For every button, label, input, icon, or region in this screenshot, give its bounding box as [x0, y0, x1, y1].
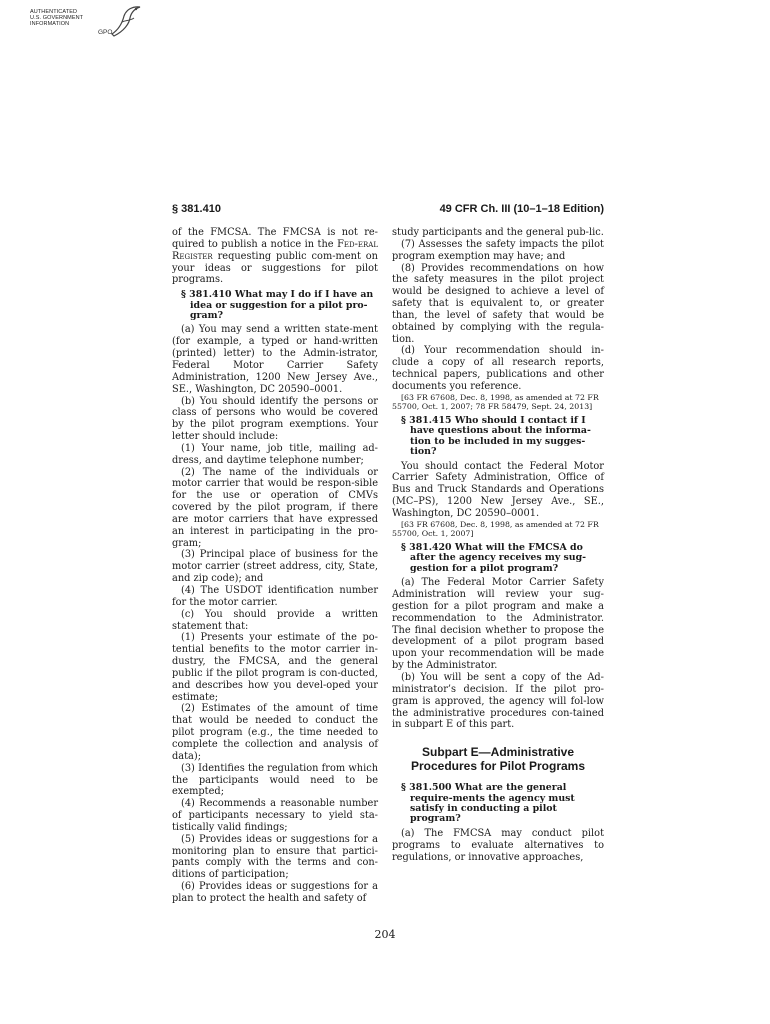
edition-header: 49 CFR Ch. III (10–1–18 Edition): [439, 203, 604, 215]
subpart-heading-line: Subpart E—Administrative: [421, 745, 575, 760]
subpart-heading: [392, 745, 604, 773]
paragraph: (b) You should identify the persons or class of persons who would be covered by the pilot program exemptions. Your letter should include:: [172, 395, 378, 443]
paragraph: (5) Provides ideas or suggestions for a monitoring plan to ensure that partici-pants comply with the terms and con-ditions of participation;: [172, 833, 378, 881]
paragraph: (2) Estimates of the amount of time that would be needed to conduct the pilot program (e.g., the time needed to complete the collection and analysis of data);: [172, 703, 378, 762]
paragraph: study participants and the general pub-lic.: [392, 227, 604, 238]
section-heading-381-410: § 381.410 What may I do if I have an idea or suggestion for a pilot pro-gram?: [181, 289, 374, 322]
paragraph: (4) The USDOT identification number for the motor carrier.: [172, 585, 378, 608]
gpo-stamp-line: U.S. GOVERNMENT: [30, 15, 84, 22]
gpo-stamp-text: [30, 9, 83, 28]
citation: [63 FR 67608, Dec. 8, 1998, as amended at 72 FR 55700, Oct. 1, 2007; 78 FR 58479, Sept. 24, 2013]: [392, 392, 599, 412]
paragraph: [172, 227, 378, 286]
paragraph: (1) Presents your estimate of the po-tential benefits to the motor carrier in-dustry, the FMCSA, and the general public if the pilot program is con-ducted, and describes how you devel-oped your estimate;: [172, 632, 378, 703]
gpo-stamp-line: AUTHENTICATED: [30, 9, 78, 15]
paragraph: (d) Your recommendation should in-clude a copy of all research reports, technical papers, publications and other documents you reference.: [392, 345, 604, 392]
section-heading-381-415: § 381.415 Who should I contact if I have questions about the informa-tion to be included in my sugges-tion?: [401, 415, 591, 458]
section-heading-381-500: § 381.500 What are the general require-ments the agency must satisfy in conducting a pilot program?: [401, 782, 575, 825]
paragraph: You should contact the Federal Motor Carrier Safety Administration, Office of Bus and Truck Standards and Operations (MC–PS), 1200 New Jersey Ave., SE., Washington, DC 20590–0001.: [392, 460, 604, 519]
text-run: requesting public com-ment on your ideas or suggestions for pilot programs.: [172, 250, 378, 286]
paragraph: (a) The FMCSA may conduct pilot programs to evaluate alternatives to regulations, or innovative approaches,: [392, 827, 604, 863]
paragraph: (3) Identifies the regulation from which the participants would need to be exempted;: [172, 762, 378, 798]
page-number: 204: [374, 928, 396, 941]
citation: [63 FR 67608, Dec. 8, 1998, as amended at 72 FR 55700, Oct. 1, 2007]: [392, 519, 599, 539]
subpart-heading-line: Procedures for Pilot Programs: [410, 759, 586, 774]
eagle-icon: [110, 4, 142, 38]
paragraph: (a) You may send a written state-ment (for example, a typed or hand-written (printed) letter) to the Admin-istrator, Federal Motor Carrier Safety Administration, 1200 New Jersey Ave., SE., Washington, DC 20590–0001.: [172, 324, 378, 395]
paragraph: (7) Assesses the safety impacts the pilot program exemption may have; and: [392, 238, 604, 262]
gpo-word: GPO: [98, 29, 113, 36]
paragraph: (3) Principal place of business for the motor carrier (street address, city, State, and zip code); and: [172, 549, 378, 585]
paragraph: (b) You will be sent a copy of the Ad-ministrator’s decision. If the pilot pro-gram is approved, the agency will fol-low the administrative procedures con-tained in subpart E of this part.: [392, 672, 604, 731]
paragraph: (2) The name of the individuals or motor carrier that would be respon-sible for the use or operation of CMVs covered by the pilot program, if there are motor carriers that have expressed an interest in participating in the pro-gram;: [172, 466, 378, 549]
paragraph: (4) Recommends a reasonable number of participants necessary to yield sta-tistically valid findings;: [172, 798, 378, 833]
section-heading-381-420: § 381.420 What will the FMCSA do after the agency receives my sug-gestion for a pilot program?: [401, 542, 587, 574]
right-column: [392, 227, 604, 863]
paragraph: (8) Provides recommendations on how the safety measures in the pilot project would be designed to achieve a level of safety that is equivalent to, or greater than, the level of safety that would be obtained by complying with the regula-tion.: [392, 262, 604, 345]
paragraph: (1) Your name, job title, mailing ad-dress, and daytime telephone number;: [172, 442, 378, 466]
gpo-stamp-line: INFORMATION: [30, 21, 70, 28]
left-column: [172, 227, 378, 905]
paragraph: (6) Provides ideas or suggestions for a plan to protect the health and safety of: [172, 881, 378, 904]
paragraph: (c) You should provide a written statement that:: [172, 608, 378, 632]
paragraph: (a) The Federal Motor Carrier Safety Administration will review your sug-gestion for a pilot program and make a recommendation to the Administrator. The final decision whether to propose the development of a pilot program based upon your recommendation will be made by the Administrator.: [392, 577, 604, 672]
section-header: § 381.410: [172, 203, 221, 215]
federal-register-text: Fed-eral Register: [172, 238, 378, 262]
text-run: of the FMCSA. The FMCSA is not re-quired to publish a notice in the: [172, 227, 378, 250]
